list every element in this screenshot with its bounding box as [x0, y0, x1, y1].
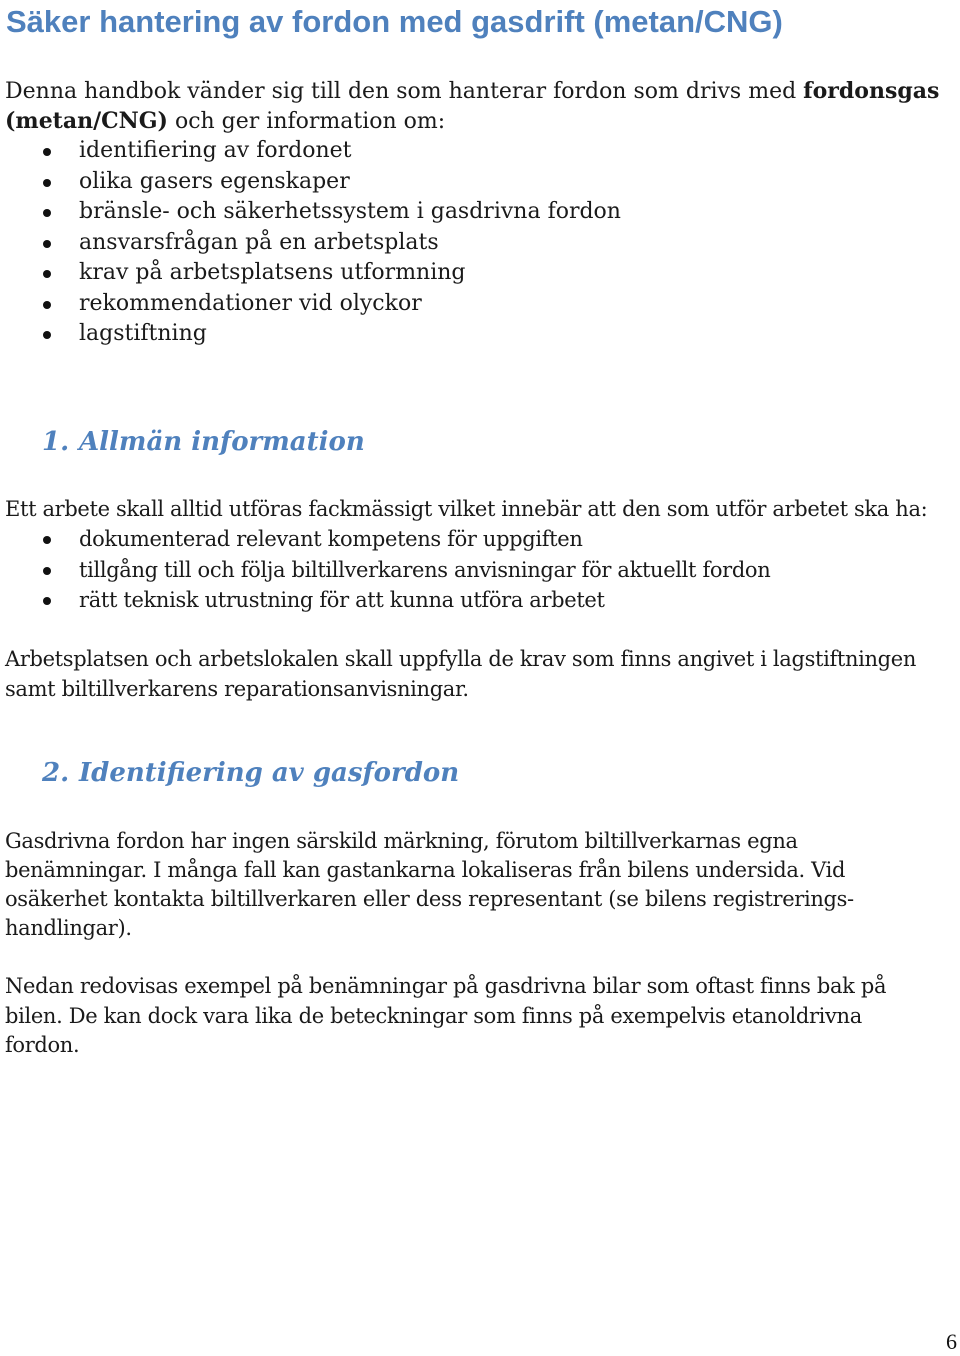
section-title: Identifiering av gasfordon	[79, 758, 460, 788]
bullet-icon	[43, 331, 51, 339]
bullet-icon	[43, 240, 51, 248]
list-item-text: dokumenterad relevant kompetens för uppgiften	[79, 527, 583, 551]
document-title: Säker hantering av fordon med gasdrift (metan/CNG)	[6, 4, 783, 39]
section-2-paragraph-2-line: fordon.	[5, 1033, 80, 1057]
section-2-paragraph-1-line: osäkerhet kontakta biltillverkaren eller dess representant (se bilens registrerings-	[5, 887, 854, 911]
bullet-icon	[43, 148, 51, 156]
section-number: 2.	[42, 758, 70, 788]
bullet-icon	[43, 209, 51, 217]
intro-line-1	[5, 76, 939, 107]
section-2-paragraph-1-line: Gasdrivna fordon har ingen särskild märkning, förutom biltillverkarnas egna	[5, 829, 798, 853]
section-number: 1.	[42, 427, 70, 457]
section-2-paragraph-2-line: bilen. De kan dock vara lika de beteckningar som finns på exempelvis etanoldrivna	[5, 1004, 862, 1028]
intro-text: Denna handbok vänder sig till den som hanterar fordon som drivs med	[5, 79, 804, 104]
list-item-text: krav på arbetsplatsens utformning	[79, 260, 466, 285]
intro-line-2	[5, 106, 445, 137]
bullet-icon	[43, 270, 51, 278]
section-title: Allmän information	[79, 427, 365, 457]
section-heading-1	[42, 425, 365, 459]
bullet-icon	[43, 597, 51, 605]
intro-bold-term: fordonsgas	[803, 78, 940, 104]
list-item-text: lagstiftning	[79, 321, 207, 346]
list-item-text: identifiering av fordonet	[79, 138, 352, 163]
list-item-text: bränsle- och säkerhetssystem i gasdrivna fordon	[79, 199, 621, 224]
intro-bold-abbrev: (metan/CNG)	[5, 108, 168, 134]
section-heading-2	[42, 756, 459, 790]
bullet-icon	[43, 536, 51, 544]
list-item-text: olika gasers egenskaper	[79, 168, 350, 194]
list-item-text: rekommendationer vid olyckor	[79, 290, 422, 316]
bullet-icon	[43, 179, 51, 187]
section-1-lead: Ett arbete skall alltid utföras fackmässigt vilket innebär att den som utför arbetet ska ha:	[5, 497, 928, 521]
intro-text-rest: och ger information om:	[167, 109, 446, 134]
list-item-text: ansvarsfrågan på en arbetsplats	[79, 229, 439, 255]
page-number: 6	[946, 1329, 957, 1354]
bullet-icon	[43, 567, 51, 575]
section-2-paragraph-2-line: Nedan redovisas exempel på benämningar på gasdrivna bilar som oftast finns bak på	[5, 974, 887, 998]
bullet-icon	[43, 301, 51, 309]
section-2-paragraph-1-line: handlingar).	[5, 916, 132, 940]
section-1-paragraph-line: samt biltillverkarens reparationsanvisningar.	[5, 677, 469, 701]
list-item-text: rätt teknisk utrustning för att kunna utföra arbetet	[79, 588, 605, 612]
list-item-text: tillgång till och följa biltillverkarens anvisningar för aktuellt fordon	[79, 557, 771, 582]
section-2-paragraph-1-line: benämningar. I många fall kan gastankarna lokaliseras från bilens undersida. Vid	[5, 858, 846, 882]
section-1-paragraph-line: Arbetsplatsen och arbetslokalen skall uppfylla de krav som finns angivet i lagstiftningen	[5, 647, 917, 671]
